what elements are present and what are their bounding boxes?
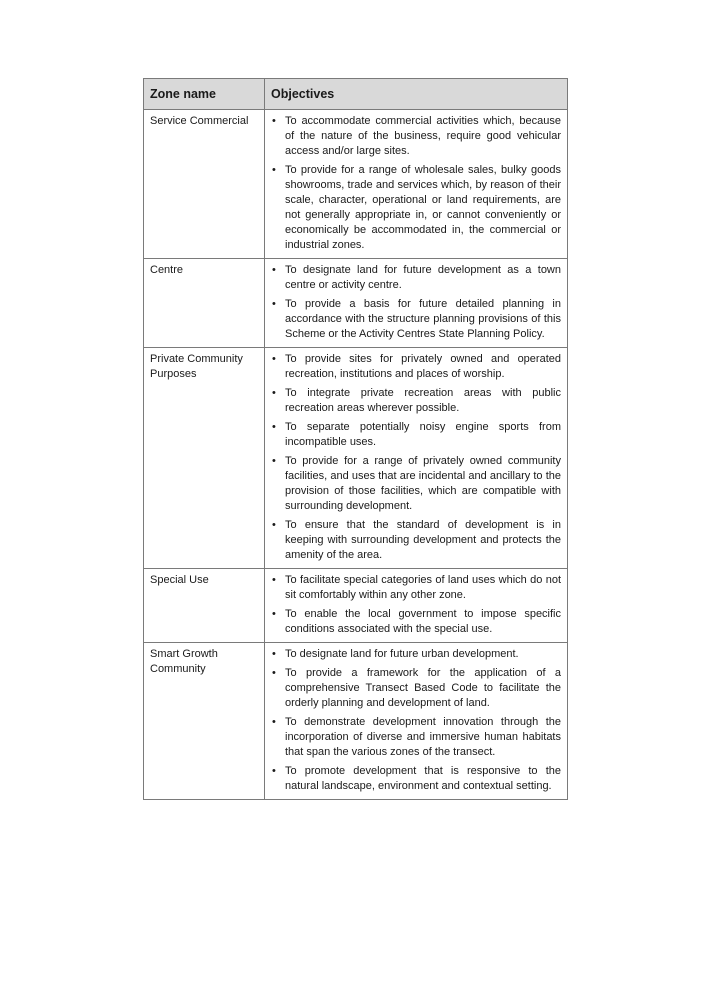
objectives-list [271,647,561,794]
objectives-cell [265,569,568,643]
objective-item: • To promote development that is responsive to the natural landscape, environment and contextual setting. [271,764,561,794]
zone-objectives-table [143,78,568,800]
zone-name-header: Zone name [144,79,265,110]
objective-item: • To facilitate special categories of land uses which do not sit comfortably within any other zone. [271,573,561,603]
objectives-cell [265,643,568,800]
objectives-cell [265,259,568,348]
objectives-list [271,263,561,342]
objective-item: • To provide for a range of wholesale sales, bulky goods showrooms, trade and services which, by reason of their scale, character, operational or land requirements, are not generally appropriate in, or cannot conveniently or economically be accommodated in, the commercial or industrial zones. [271,163,561,253]
zone-name-cell: Smart Growth Community [144,643,265,800]
table-row [144,569,568,643]
objectives-cell [265,348,568,569]
objectives-list [271,573,561,637]
table-row [144,643,568,800]
table-header-row [144,79,568,110]
table-row [144,259,568,348]
objectives-header: Objectives [265,79,568,110]
table-row [144,110,568,259]
table-row [144,348,568,569]
objective-item: • To ensure that the standard of development is in keeping with surrounding development and protects the amenity of the area. [271,518,561,563]
objectives-list [271,352,561,563]
objective-item: • To integrate private recreation areas with public recreation areas wherever possible. [271,386,561,416]
zone-name-cell: Special Use [144,569,265,643]
zone-name-cell: Private Community Purposes [144,348,265,569]
zone-name-cell: Centre [144,259,265,348]
objective-item: • To separate potentially noisy engine sports from incompatible uses. [271,420,561,450]
objectives-cell [265,110,568,259]
objectives-list [271,114,561,253]
objective-item: • To provide sites for privately owned and operated recreation, institutions and places of worship. [271,352,561,382]
objective-item: • To enable the local government to impose specific conditions associated with the special use. [271,607,561,637]
objective-item: • To provide for a range of privately owned community facilities, and uses that are incidental and ancillary to the provision of those facilities, which are compatible with surrounding development. [271,454,561,514]
objective-item: • To provide a framework for the application of a comprehensive Transect Based Code to facilitate the orderly planning and development of land. [271,666,561,711]
objective-item: • To designate land for future urban development. [271,647,561,662]
objective-item: • To designate land for future development as a town centre or activity centre. [271,263,561,293]
zone-name-cell: Service Commercial [144,110,265,259]
objective-item: • To accommodate commercial activities which, because of the nature of the business, require good vehicular access and/or large sites. [271,114,561,159]
objective-item: • To provide a basis for future detailed planning in accordance with the structure planning provisions of this Scheme or the Activity Centres State Planning Policy. [271,297,561,342]
objective-item: • To demonstrate development innovation through the incorporation of diverse and immersive human habitats that span the various zones of the transect. [271,715,561,760]
